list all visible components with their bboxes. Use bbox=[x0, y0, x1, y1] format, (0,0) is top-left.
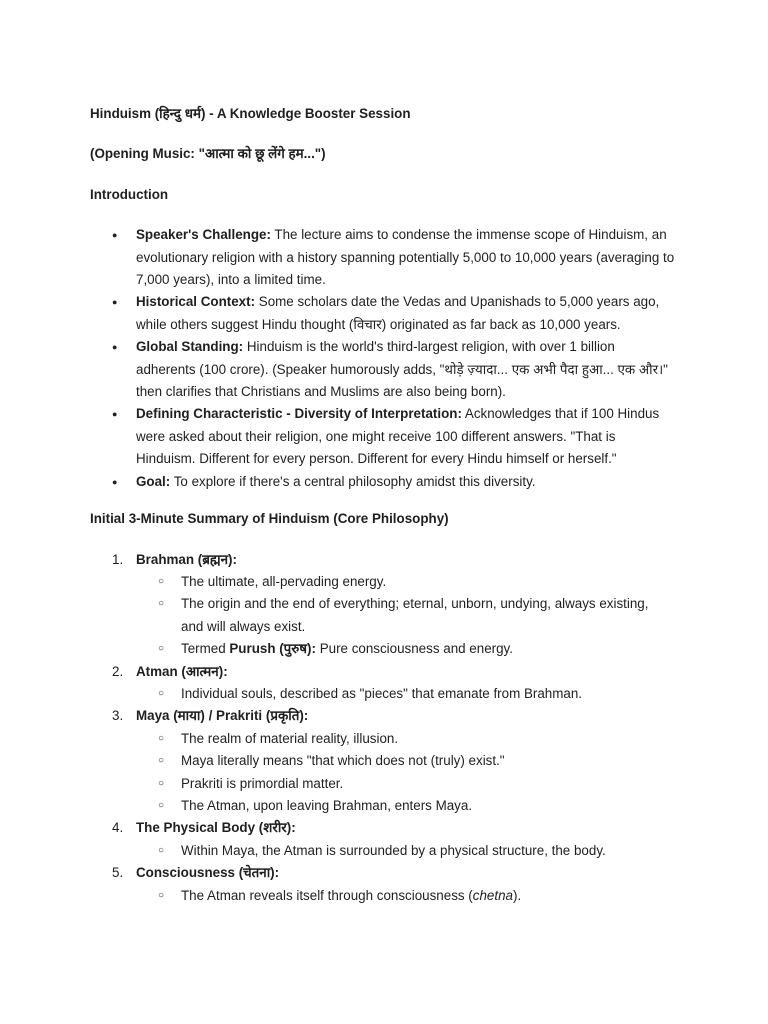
summary-heading: Initial 3-Minute Summary of Hinduism (Core Philosophy) bbox=[90, 511, 449, 527]
sub-list bbox=[136, 840, 690, 862]
item-number: 4. bbox=[112, 820, 124, 836]
item-text: To explore if there's a central philosophy amidst this diversity. bbox=[170, 473, 536, 489]
item-label: Goal: bbox=[136, 473, 171, 489]
list-item bbox=[90, 471, 676, 493]
document-title: Hinduism (हिन्दु धर्म) - A Knowledge Booster Session bbox=[90, 106, 411, 121]
item-number: 3. bbox=[112, 708, 124, 724]
item-label: Brahman (ब्रह्मन): bbox=[136, 551, 237, 567]
sub-item-italic: chetna bbox=[472, 887, 513, 903]
sub-item-label: Purush (पुरुष): bbox=[229, 641, 316, 657]
item-number: 5. bbox=[112, 865, 124, 881]
item-label: Speaker's Challenge: bbox=[136, 227, 271, 243]
item-text: Hinduism is the world's third-largest religion, with over 1 billion adherents (100 crore). (Speaker humorously adds, "थोड़े ज़्यादा... एक अभी पैदा हुआ... एक और।" then clarifies that Christians and Muslims are also being born). bbox=[136, 339, 668, 400]
document-page bbox=[90, 103, 690, 907]
sub-list-item bbox=[136, 638, 671, 660]
sub-list-item: ○ Within Maya, the Atman is surrounded by a physical structure, the body. bbox=[136, 840, 671, 862]
item-label: Consciousness (चेतना): bbox=[136, 865, 280, 881]
item-number: 1. bbox=[112, 551, 124, 567]
sub-list bbox=[136, 683, 690, 705]
sub-list bbox=[136, 728, 690, 818]
sub-item-text: Pure consciousness and energy. bbox=[315, 641, 513, 657]
item-text: The lecture aims to condense the immense scope of Hinduism, an evolutionary religion with a history spanning potentially 5,000 to 10,000 years (averaging to 7,000 years), into a limited time. bbox=[136, 227, 675, 288]
sub-list bbox=[136, 885, 690, 907]
sub-list bbox=[136, 571, 690, 661]
item-label: Atman (आत्मन): bbox=[136, 663, 228, 679]
item-label: The Physical Body (शरीर): bbox=[136, 820, 296, 836]
sub-item-prefix: The Atman reveals itself through consciousness ( bbox=[181, 887, 473, 903]
summary-list bbox=[90, 549, 690, 908]
sub-list-item: ○ Individual souls, described as "pieces" that emanate from Brahman. bbox=[136, 683, 671, 705]
list-item bbox=[90, 862, 690, 907]
item-label: Historical Context: bbox=[136, 294, 256, 310]
list-item bbox=[90, 705, 690, 817]
sub-item-prefix: Termed bbox=[181, 641, 230, 657]
item-label: Defining Characteristic - Diversity of Interpretation: bbox=[136, 406, 462, 422]
sub-list-item bbox=[136, 885, 671, 907]
sub-list-item: ○ The realm of material reality, illusion. bbox=[136, 728, 671, 750]
opening-music-line: (Opening Music: "आत्मा को छू लेंगे हम...") bbox=[90, 146, 326, 162]
list-item bbox=[90, 336, 676, 403]
sub-list-item: ○ The Atman, upon leaving Brahman, enters Maya. bbox=[136, 795, 671, 817]
introduction-heading: Introduction bbox=[90, 186, 169, 202]
introduction-list bbox=[90, 224, 690, 493]
item-text: Some scholars date the Vedas and Upanishads to 5,000 years ago, while others suggest Hindu thought (विचार) originated as far back as 10,000 years. bbox=[136, 294, 660, 332]
item-label: Maya (माया) / Prakriti (प्रकृति): bbox=[136, 708, 309, 724]
sub-list-item: ○ Maya literally means "that which does not (truly) exist." bbox=[136, 750, 671, 772]
sub-list-item: ○ The origin and the end of everything; eternal, unborn, undying, always existing, and will always exist. bbox=[136, 593, 671, 638]
sub-item-suffix: ). bbox=[512, 887, 522, 903]
sub-list-item: ○ The ultimate, all-pervading energy. bbox=[136, 571, 671, 593]
list-item bbox=[90, 291, 676, 336]
list-item bbox=[90, 661, 690, 706]
list-item bbox=[90, 817, 690, 862]
item-label: Global Standing: bbox=[136, 339, 244, 355]
list-item bbox=[90, 403, 676, 470]
list-item bbox=[90, 224, 676, 291]
list-item bbox=[90, 549, 690, 661]
sub-list-item: ○ Prakriti is primordial matter. bbox=[136, 773, 671, 795]
item-text: Acknowledges that if 100 Hindus were asked about their religion, one might receive 100 different answers. "That is Hinduism. Different for every person. Different for every Hindu himself or herself." bbox=[136, 406, 660, 467]
item-number: 2. bbox=[112, 663, 124, 679]
